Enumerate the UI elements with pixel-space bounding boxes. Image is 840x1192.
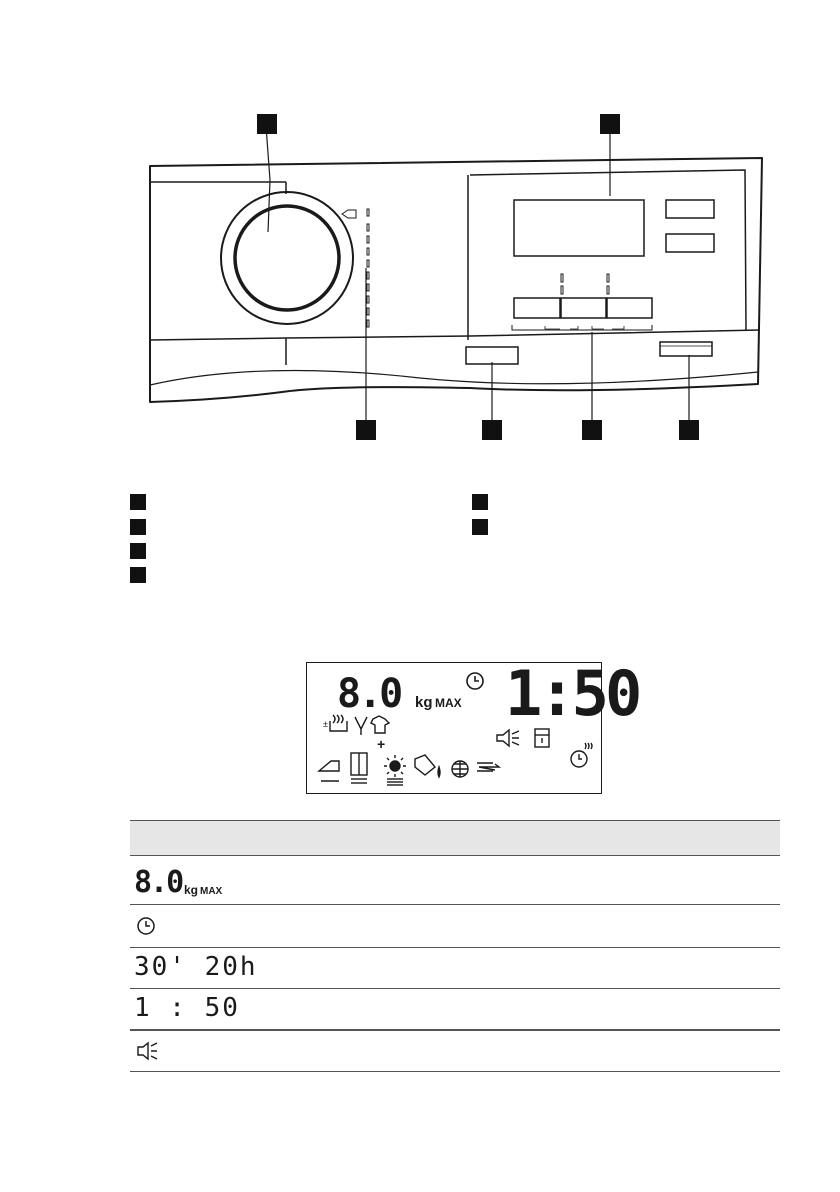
display-window bbox=[514, 200, 644, 256]
callout-box-2 bbox=[600, 114, 620, 134]
weight-max: MAX bbox=[435, 696, 462, 710]
on-off-button[interactable] bbox=[660, 342, 712, 356]
svg-text:+: + bbox=[377, 736, 386, 752]
legend-box-3 bbox=[130, 543, 146, 559]
extra-dry-icon bbox=[377, 736, 406, 785]
symbols-table bbox=[130, 820, 780, 1066]
legend-box-4 bbox=[130, 567, 146, 583]
steam-plus-icon bbox=[323, 715, 347, 731]
start-pause-button[interactable] bbox=[466, 347, 518, 364]
table-row bbox=[130, 989, 780, 1030]
filter-icon bbox=[452, 761, 468, 777]
table-row bbox=[130, 905, 780, 948]
callout-box-5 bbox=[582, 420, 602, 440]
iron-dry-icon bbox=[319, 761, 339, 781]
door-lock-icon bbox=[535, 729, 549, 747]
control-panel-figure bbox=[0, 0, 840, 460]
table-row bbox=[130, 948, 780, 989]
water-tank-icon bbox=[415, 755, 440, 777]
airflow-icon bbox=[477, 763, 499, 771]
delay-clock-icon bbox=[467, 673, 483, 689]
time-range-symbol: 30' 20h bbox=[134, 952, 258, 982]
option-button-2[interactable] bbox=[561, 298, 606, 318]
top-right-button[interactable] bbox=[666, 200, 714, 218]
anti-allergy-icon bbox=[355, 717, 367, 735]
cupboard-dry-icon bbox=[351, 753, 367, 783]
legend-box-5 bbox=[472, 494, 488, 510]
svg-text:±: ± bbox=[323, 719, 328, 729]
sound-off-icon bbox=[134, 1031, 168, 1071]
weight-display: 8.0 bbox=[337, 671, 401, 717]
time-steam-icon bbox=[571, 743, 592, 767]
program-knob[interactable] bbox=[221, 192, 353, 324]
option-button-3[interactable] bbox=[607, 298, 652, 318]
weight-unit: kg bbox=[415, 694, 433, 711]
display-detail bbox=[306, 657, 639, 794]
sound-off-icon bbox=[497, 730, 519, 746]
callout-box-1 bbox=[257, 114, 277, 134]
svg-text:MAX: MAX bbox=[200, 886, 223, 897]
second-right-button[interactable] bbox=[666, 234, 714, 252]
time-value-symbol: 1 : 50 bbox=[134, 993, 240, 1023]
option-button-1[interactable] bbox=[514, 298, 560, 318]
legend-box-1 bbox=[130, 494, 146, 510]
table-row bbox=[130, 856, 780, 905]
legend-box-2 bbox=[130, 519, 146, 535]
delay-clock-icon bbox=[134, 905, 164, 947]
callout-box-3 bbox=[356, 420, 376, 440]
table-row bbox=[130, 1030, 780, 1072]
time-display: 1:50 bbox=[505, 657, 639, 730]
callout-box-4 bbox=[482, 420, 502, 440]
legend-boxes bbox=[0, 488, 840, 588]
legend-box-6 bbox=[472, 519, 488, 535]
weight-symbol: 8.0 bbox=[134, 865, 183, 900]
shirt-icon bbox=[371, 716, 389, 733]
svg-text:kg: kg bbox=[184, 883, 199, 897]
callout-box-6 bbox=[679, 420, 699, 440]
table-header bbox=[130, 820, 780, 856]
